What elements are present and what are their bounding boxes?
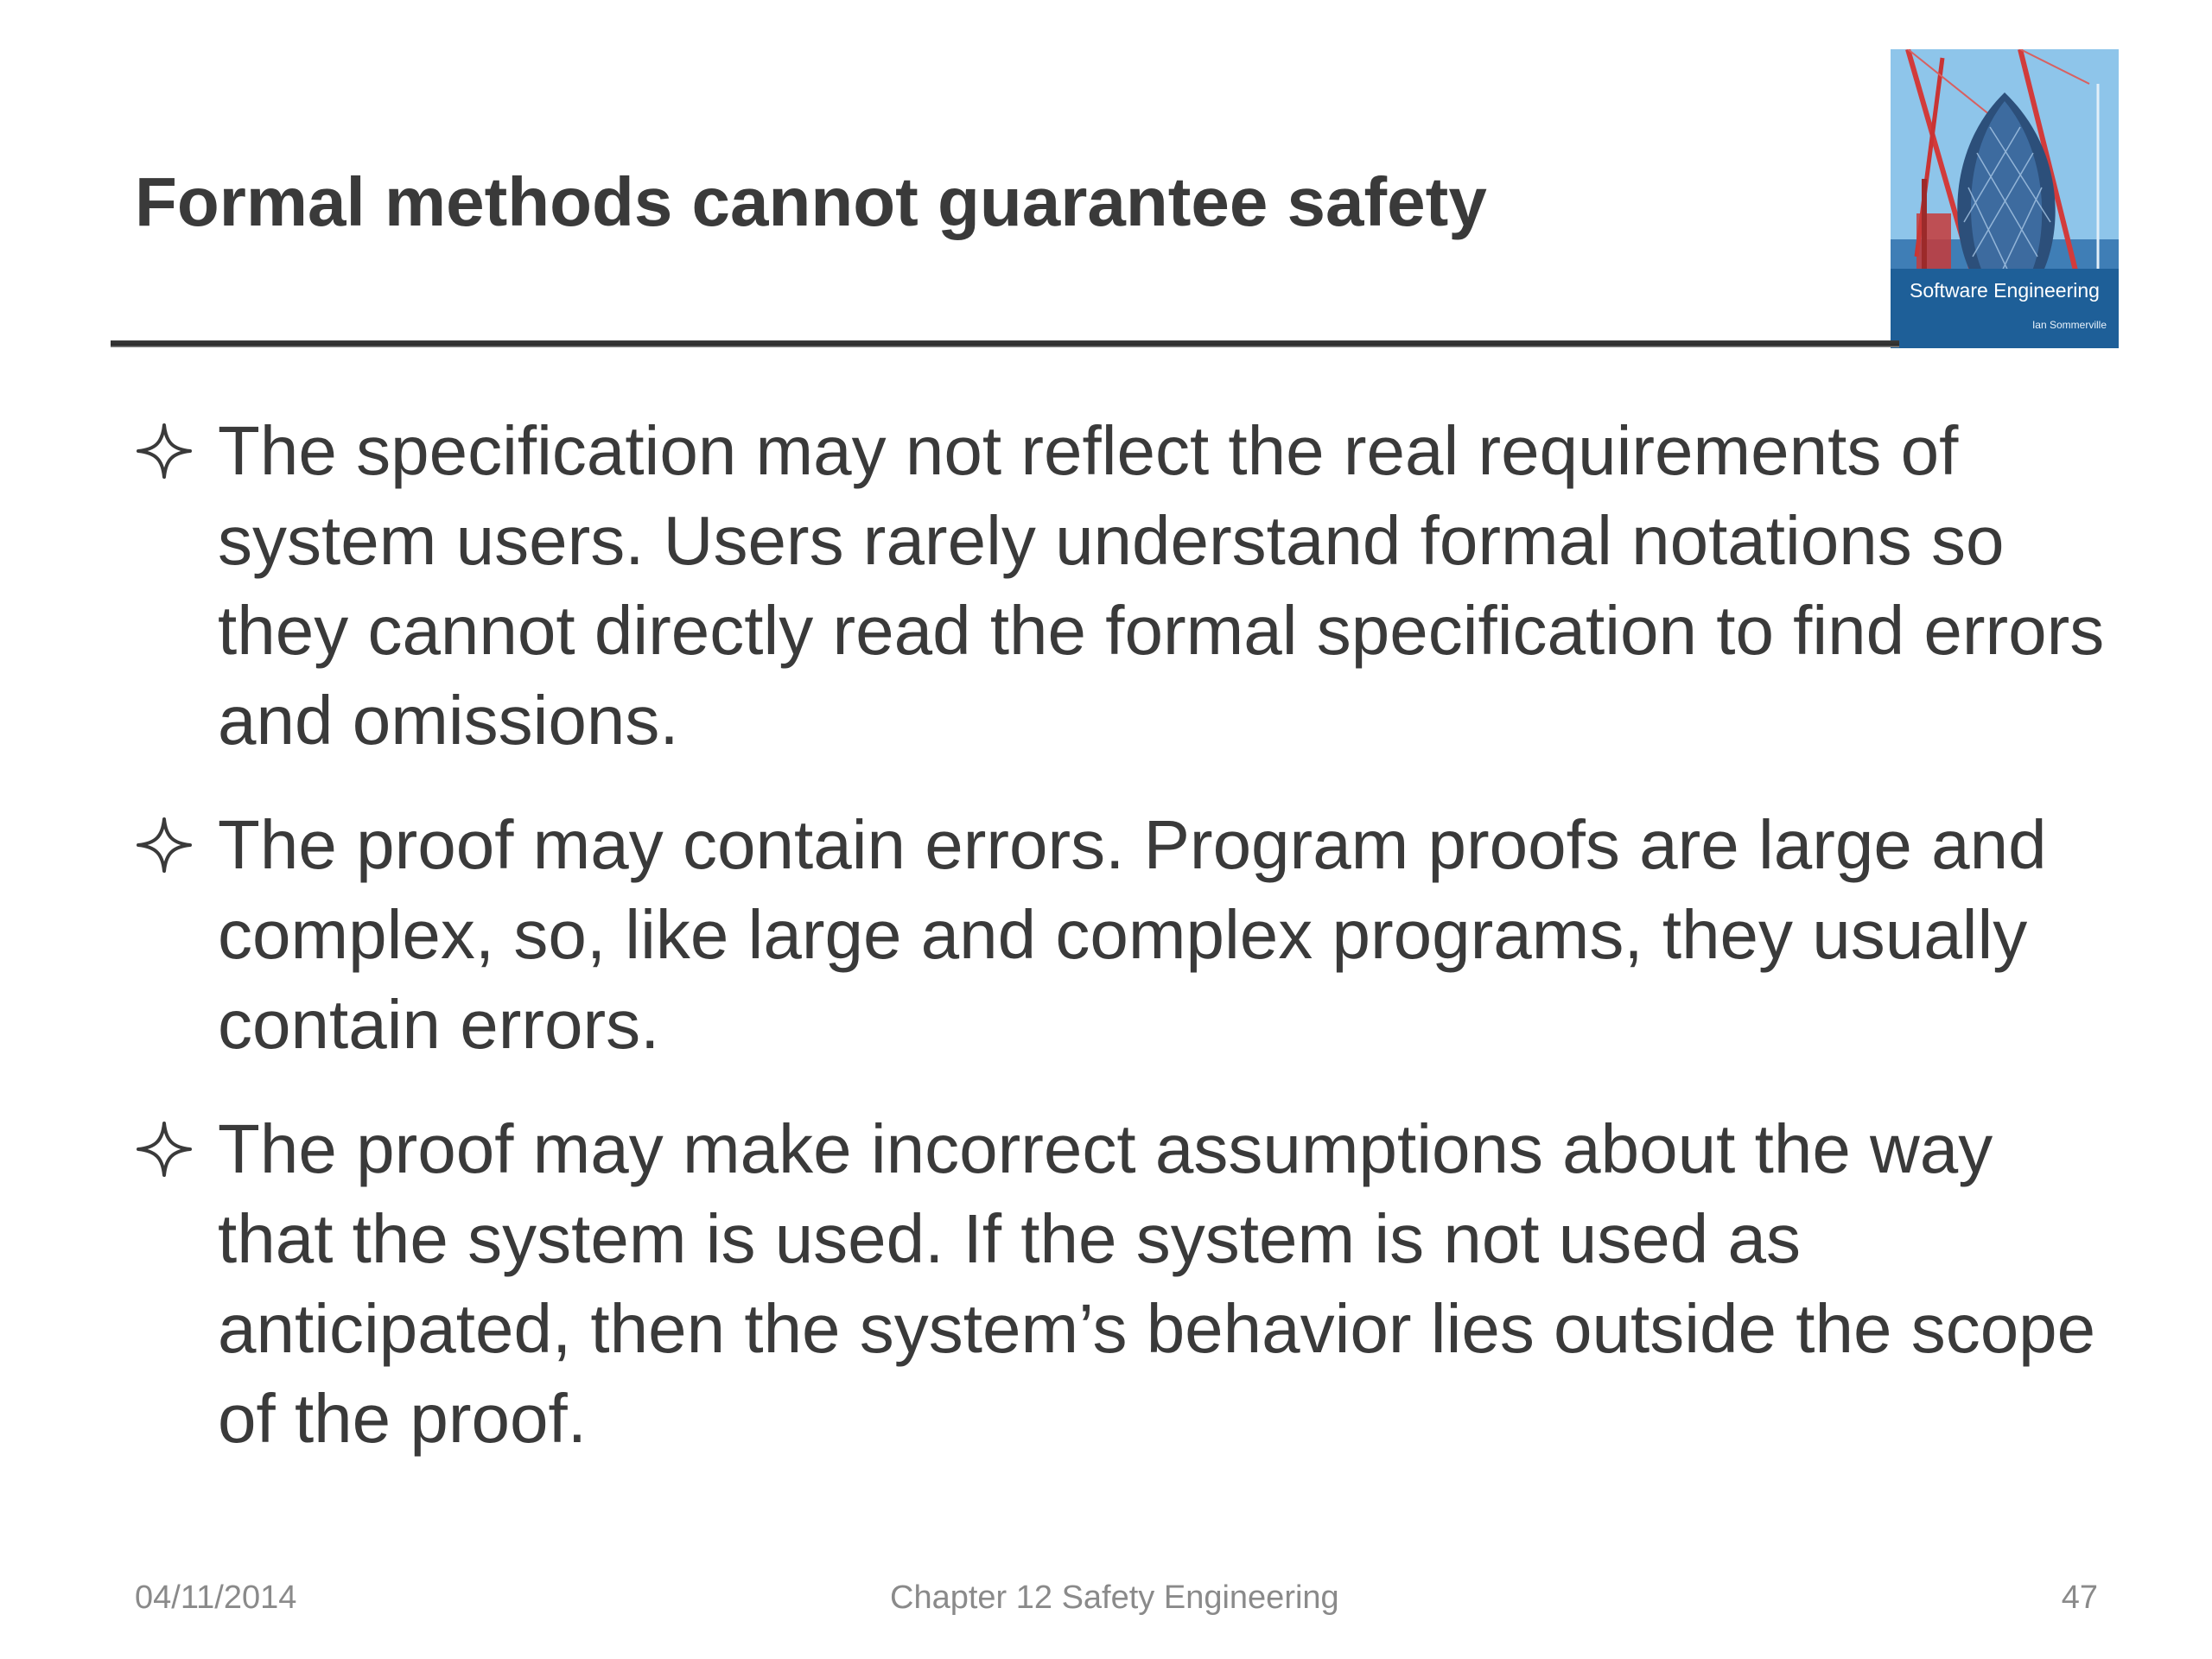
- book-cover-image: [1891, 49, 2119, 348]
- footer-chapter: Chapter 12 Safety Engineering: [890, 1580, 1339, 1616]
- four-point-star-icon: [135, 816, 194, 874]
- bullet-text: The proof may make incorrect assumptions about the way that the system is used. If the system is not used as anticipated, then the system’s behavior lies outside the scope of the proof.: [218, 1110, 2096, 1457]
- four-point-star-icon: [135, 1120, 194, 1179]
- bullet-list: [135, 406, 2122, 1498]
- footer-page-number: 47: [2061, 1580, 2098, 1616]
- title-divider: [111, 340, 1899, 347]
- slide-title: Formal methods cannot guarantee safety: [135, 163, 1487, 240]
- bullet-item: [135, 800, 2122, 1070]
- bullet-item: [135, 406, 2122, 766]
- cover-title: Software Engineering: [1910, 279, 2100, 302]
- four-point-star-icon: [135, 422, 194, 480]
- footer-date: 04/11/2014: [135, 1580, 297, 1616]
- cover-author: Ian Sommerville: [2031, 319, 2107, 331]
- bullet-text: The specification may not reflect the real requirements of system users. Users rarely understand formal notations so they cannot directly read the formal specification to find errors and omissions.: [218, 412, 2105, 759]
- bullet-item: [135, 1104, 2122, 1464]
- bullet-text: The proof may contain errors. Program proofs are large and complex, so, like large and complex programs, they usually contain errors.: [218, 806, 2047, 1063]
